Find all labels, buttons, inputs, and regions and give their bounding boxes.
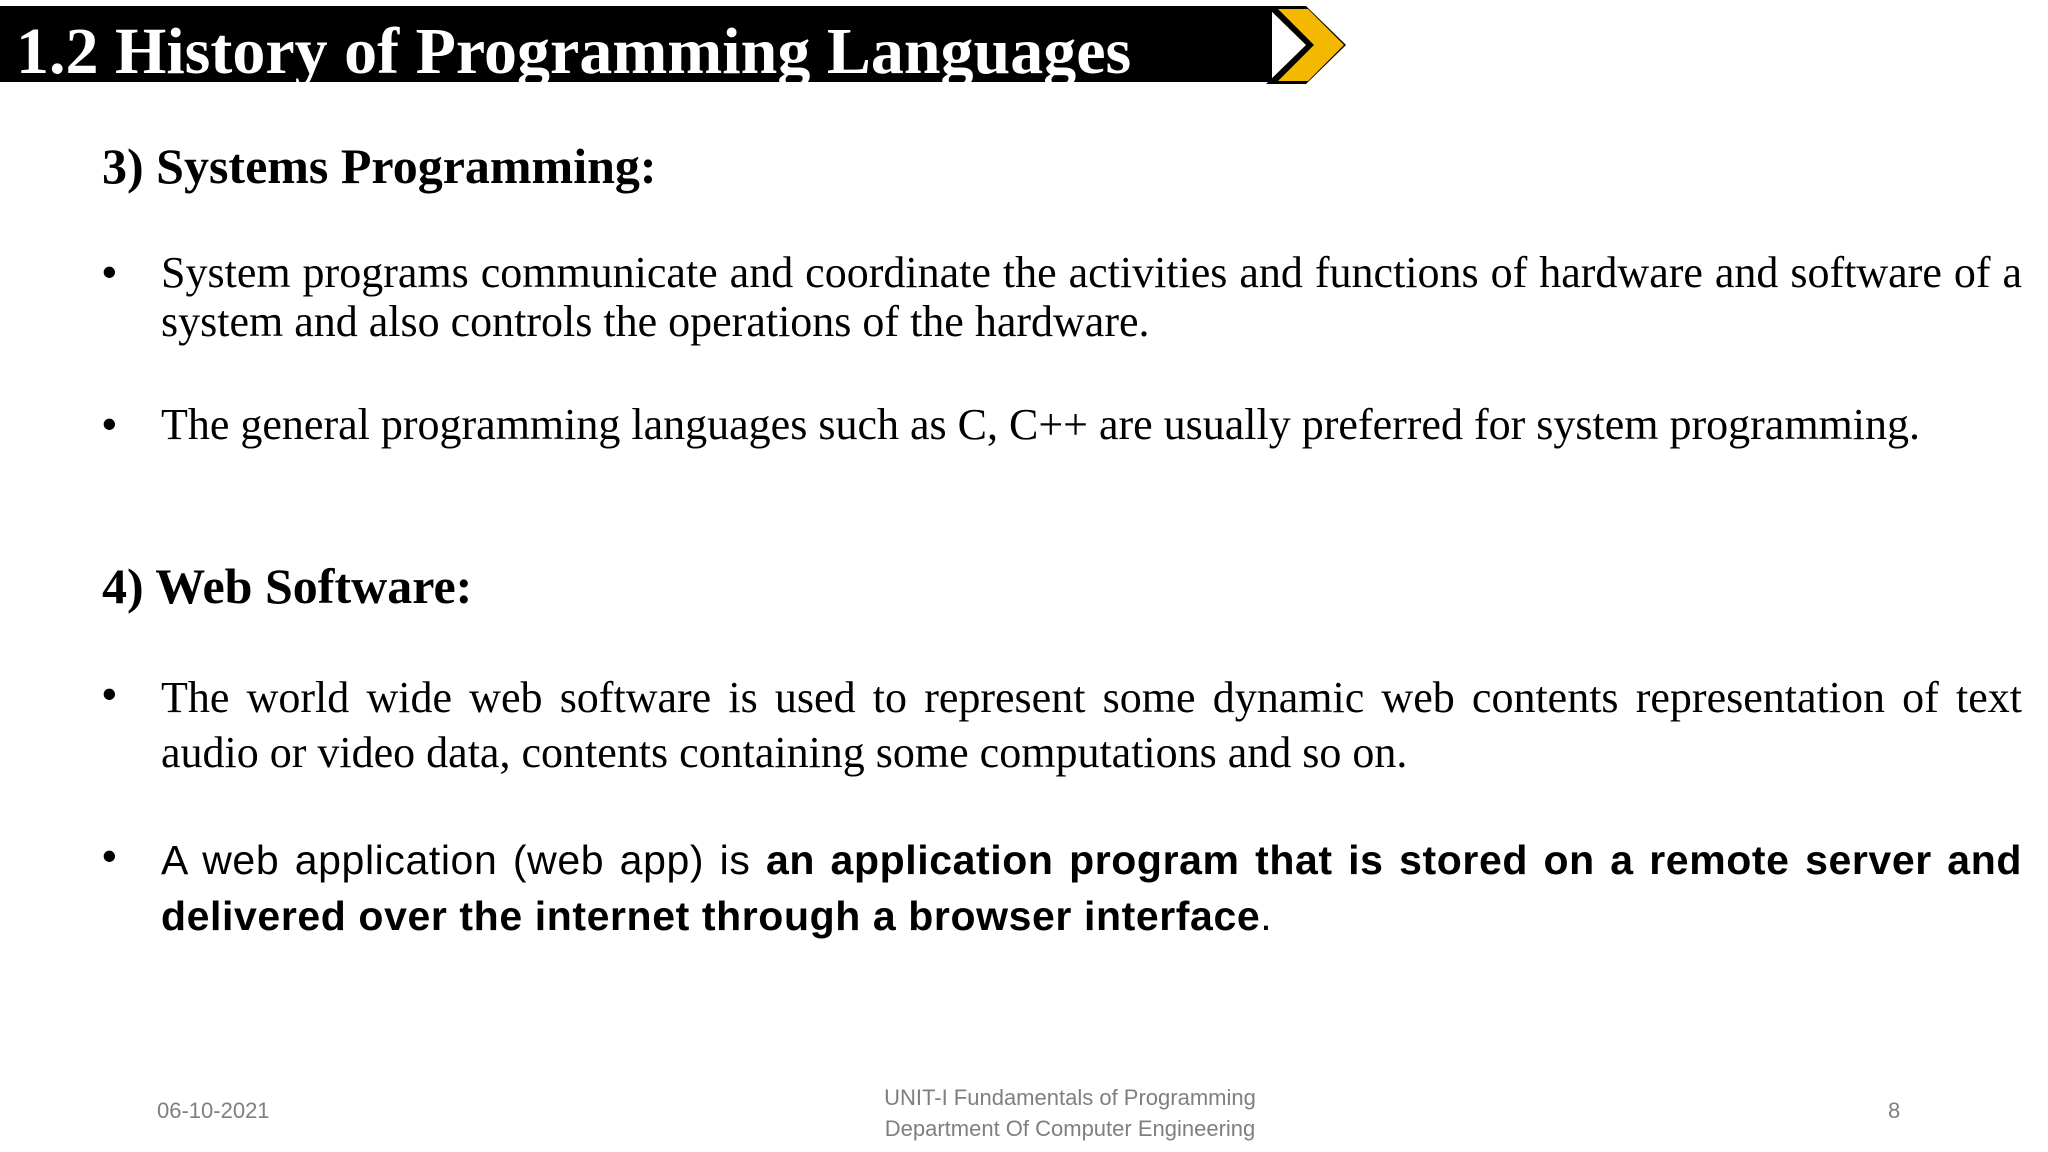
list-item <box>102 670 2022 780</box>
footer-course-title: UNIT-I Fundamentals of Programming <box>884 1085 1256 1110</box>
bullet-text-suffix: . <box>1260 893 1273 939</box>
bullet-icon: • <box>102 248 117 295</box>
bullet-text-web-application <box>161 832 2022 944</box>
bullet-icon: • <box>102 400 117 447</box>
footer-course-info <box>800 1082 1340 1144</box>
footer-date: 06-10-2021 <box>157 1098 270 1123</box>
bullet-text-prefix: A web application (web app) is <box>161 837 766 883</box>
bullet-text: The world wide web software is used to represent some dynamic web contents representation of text audio or video data, contents containing some computations and so on. <box>161 673 2022 777</box>
section-heading-web-software: 4) Web Software: <box>102 558 473 614</box>
footer-department: Department Of Computer Engineering <box>884 1116 1256 1141</box>
list-item <box>102 248 2022 346</box>
chevron-right-icon <box>1266 6 1346 84</box>
bullet-text: System programs communicate and coordinate the activities and functions of hardware and software of a system and also controls the operations of the hardware. <box>161 248 2022 346</box>
title-bar <box>0 6 1272 88</box>
list-item <box>102 832 2022 944</box>
list-item <box>102 400 2022 449</box>
page-number: 8 <box>1888 1098 1901 1123</box>
section-heading-systems-programming: 3) Systems Programming: <box>102 138 657 194</box>
slide-title: 1.2 History of Programming Languages <box>16 15 1132 88</box>
bullet-text-emphasis: an application program that is stored on a remote server and delivered over the internet through a browser interface <box>161 837 2022 939</box>
bullet-icon: • <box>102 832 117 879</box>
bullet-text: The general programming languages such as C, C++ are usually preferred for system programming. <box>161 400 1920 449</box>
bullet-icon: • <box>102 670 117 717</box>
